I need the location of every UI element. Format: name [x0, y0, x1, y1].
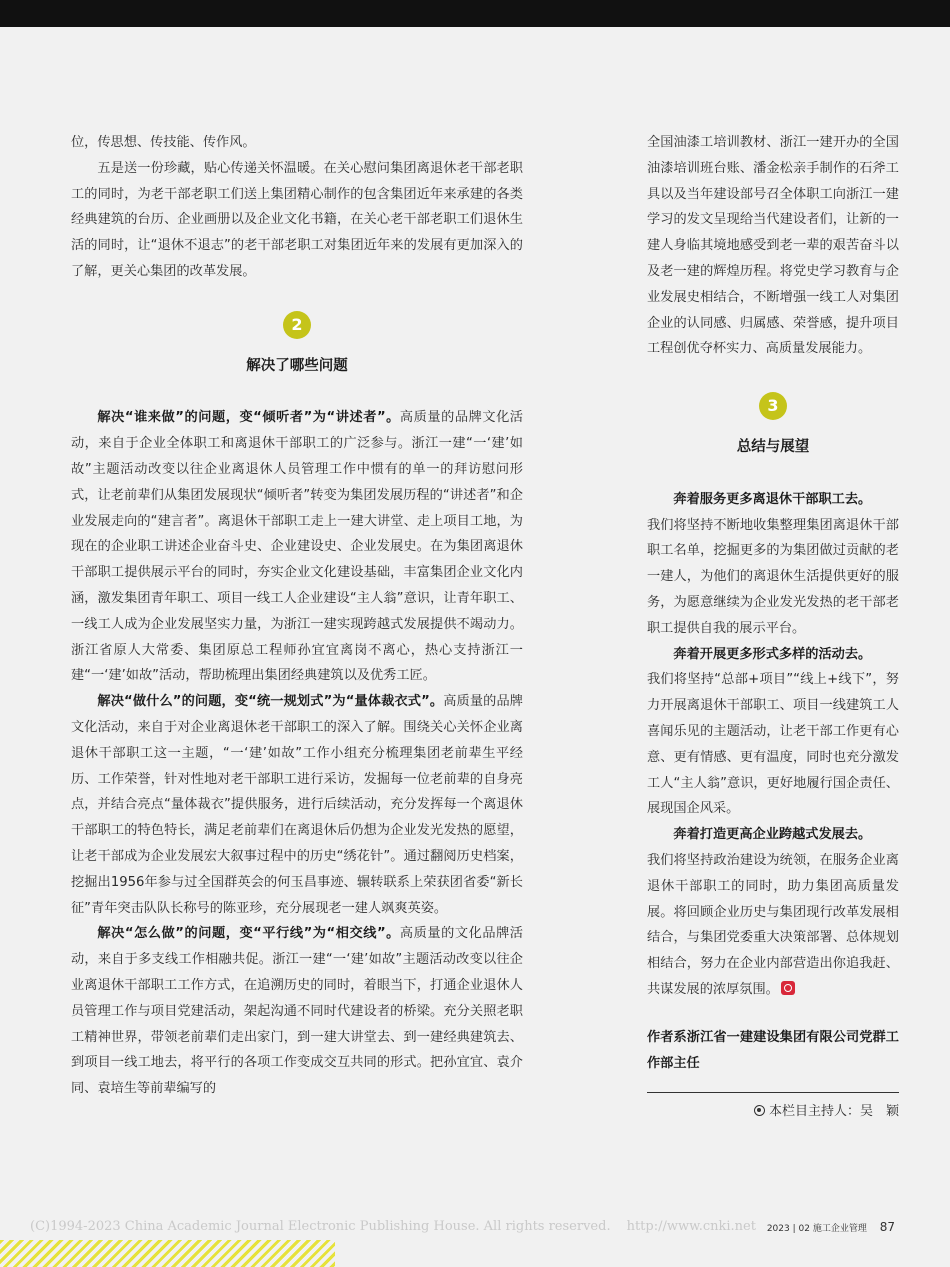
article-end-icon	[781, 981, 795, 995]
section-2-header	[71, 311, 523, 380]
divider-line	[647, 1092, 899, 1093]
problem-3-paragraph	[71, 921, 523, 1102]
problem-3-body: 高质量的文化品牌活动，来自于多支线工作相融共促。浙江一建“一‘建’如故”主题活动改变以往企业离退休干部职工工作方式，在追溯历史的同时，着眼当下，打通企业退休人员管理工作与项目党建活动，架起沟通不同时代建设者的桥梁。充分关照老职工精神世界，带领老前辈们走出家门，到一建大讲堂去、到一建经典建筑去、到项目一线工地去，将平行的各项工作变成交互共同的形式。把孙宜宜、袁介同、袁培生等前辈编写的	[71, 926, 523, 1097]
intro-paragraph: 位，传思想、传技能、传作风。	[71, 135, 256, 150]
outlook-2-body: 我们将坚持“总部+项目”“线上+线下”，努力开展离退休干部职工、项目一线建筑工人喜闻乐见的主题活动，让老干部工作更有心意、更有情感、更有温度，同时也充分激发工人“主人翁”意识，更好地履行国企责任、展现国企风采。	[647, 672, 899, 817]
outlook-2-lead: 奔着开展更多形式多样的活动去。	[673, 646, 872, 662]
section-2-number-badge: 2	[283, 311, 311, 339]
section-3-number-badge: 3	[759, 392, 787, 420]
circle-bullet-icon	[754, 1105, 765, 1116]
copyright-text: (C)1994-2023 China Academic Journal Electronic Publishing House. All rights reserved.	[30, 1219, 611, 1234]
section-2-title: 解决了哪些问题	[246, 357, 348, 374]
problem-2-body: 高质量的品牌文化活动，来自于对企业离退休老干部职工的深入了解。围绕关心关怀企业离退休干部职工这一主题，“一‘建’如故”工作小组充分梳理集团老前辈生平经历、工作荣誉，针对性地对老干部职工进行采访，发掘每一位老前辈的自身亮点，并结合亮点“量体裁衣”提供服务，进行后续活动，充分发挥每一个离退休干部职工的特色特长，满足老前辈们在离退休后仍想为企业发光发热的愿望，让老干部成为企业发展宏大叙事过程中的历史“绣花针”。通过翻阅历史档案，挖掘出1956年参与过全国群英会的何玉昌事迹、辗转联系上荣获团省委“新长征”青年突击队队长称号的陈亚珍，充分展现老一建人飒爽英姿。	[71, 694, 523, 916]
paragraph-five: 五是送一份珍藏，贴心传递关怀温暖。在关心慰问集团离退休老干部老职工的同时，为老干部老职工们送上集团精心制作的包含集团近年来承建的各类经典建筑的台历、企业画册以及企业文化书籍，在关心老干部老职工们退休生活的同时，让“退休不退志”的老干部老职工对集团近年来的发展有更加深入的了解，更关心集团的改革发展。	[71, 160, 523, 279]
column-host	[647, 1099, 899, 1125]
left-column	[71, 130, 523, 1102]
problem-1-paragraph	[71, 405, 523, 689]
section-3-header	[647, 392, 899, 461]
journal-name: 施工企业管理	[812, 1224, 867, 1234]
problem-3-lead: 解决“怎么做”的问题，变“平行线”为“相交线”。	[97, 926, 400, 942]
continued-paragraph: 全国油漆工培训教材、浙江一建开办的全国油漆培训班台账、潘金松亲手制作的石斧工具以及当年建设部号召全体职工向浙江一建学习的发文呈现给当代建设者们，让新的一建人身临其境地感受到老一辈的艰苦奋斗以及老一建的辉煌历程。将党史学习教育与企业发展史相结合，不断增强一线工人对集团企业的认同感、归属感、荣誉感，提升项目工程创优夺杯实力、高质量发展能力。	[647, 135, 899, 357]
author-note: 作者系浙江省一建建设集团有限公司党群工作部主任	[647, 1029, 899, 1071]
page-footer	[767, 1220, 895, 1234]
column-host-text: 本栏目主持人：吴 颖	[768, 1104, 899, 1120]
issue-label: 2023 | 02	[766, 1224, 810, 1234]
problem-1-lead: 解决“谁来做”的问题，变“倾听者”为“讲述者”。	[97, 410, 400, 426]
outlook-3-body: 我们将坚持政治建设为统领，在服务企业离退休干部职工的同时，助力集团高质量发展。将回顾企业历史与集团现行改革发展相结合，与集团党委重大决策部署、总体规划相结合，努力在企业内部营造出你追我赶、共谋发展的浓厚氛围。	[647, 852, 899, 997]
problem-1-body: 高质量的品牌文化活动，来自于企业全体职工和离退休干部职工的广泛参与。浙江一建“一‘建’如故”主题活动改变以往企业离退休人员管理工作中惯有的单一的拜访慰问形式，让老前辈们从集团发展现状“倾听者”转变为集团发展历程的“讲述者”和企业发展走向的“建言者”。离退休干部职工走上一建大讲堂、走上项目工地，为现在的企业职工讲述企业奋斗史、企业建设史、企业发展史。在为集团离退休干部职工提供展示平台的同时，夯实企业文化建设基础，丰富集团企业文化内涵，激发集团青年职工、项目一线工人企业建设“主人翁”意识，让青年职工、一线工人成为企业发展坚实力量，为浙江一建实现跨越式发展提供不竭动力。浙江省原人大常委、集团原总工程师孙宜宜离岗不离心，热心支持浙江一建“一‘建’如故”活动，帮助梳理出集团经典建筑以及优秀工匠。	[71, 410, 523, 684]
right-column	[647, 130, 899, 1125]
section-3-title: 总结与展望	[736, 438, 810, 455]
outlook-3-paragraph	[647, 848, 899, 1003]
cnki-url: http://www.cnki.net	[626, 1219, 756, 1234]
copyright-watermark	[30, 1219, 756, 1234]
page-number: 87	[879, 1220, 895, 1234]
top-bar	[0, 0, 950, 27]
problem-2-lead: 解决“做什么”的问题，变“统一规划式”为“量体裁衣式”。	[97, 694, 444, 710]
outlook-3-lead: 奔着打造更高企业跨越式发展去。	[673, 827, 872, 843]
problem-2-paragraph	[71, 689, 523, 921]
outlook-1-lead: 奔着服务更多离退休干部职工去。	[673, 491, 872, 507]
decorative-stripes	[0, 1240, 335, 1267]
outlook-1-body: 我们将坚持不断地收集整理集团离退休干部职工名单，挖掘更多的为集团做过贡献的老一建人，为他们的离退休生活提供更好的服务，为愿意继续为企业发光发热的老干部老职工提供自我的展示平台。	[647, 517, 899, 636]
